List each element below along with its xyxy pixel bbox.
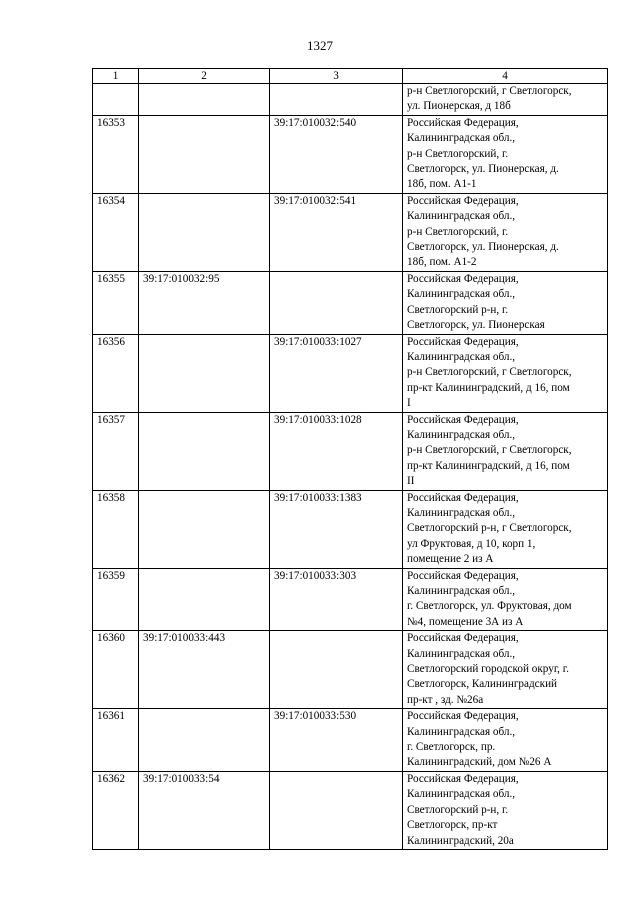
address-cell: Российская Федерация, Калининградская обл., Светлогорский р-н, г Светлогорск, ул Фруктовая, д 10, корп 1, помещение 2 из А <box>403 490 608 568</box>
registry-table <box>92 68 608 850</box>
cadastral-number-cell <box>139 709 270 772</box>
table-row <box>93 271 608 334</box>
page-number: 1327 <box>307 38 333 53</box>
premises-number-cell: 39:17:010033:1027 <box>270 334 403 412</box>
row-number-cell: 16354 <box>93 193 139 271</box>
cadastral-number-cell <box>139 568 270 631</box>
table-row <box>93 84 608 116</box>
address-cell: Российская Федерация, Калининградская обл., г. Светлогорск, ул. Фруктовая, дом №4, помещение 3А из А <box>403 568 608 631</box>
column-header-4: 4 <box>403 69 608 84</box>
row-number-cell: 16361 <box>93 709 139 772</box>
premises-number-cell: 39:17:010033:530 <box>270 709 403 772</box>
cadastral-number-cell <box>139 84 270 116</box>
premises-number-cell: 39:17:010032:540 <box>270 115 403 193</box>
address-cell: Российская Федерация, Калининградская обл., г. Светлогорск, пр. Калининградский, дом №26 А <box>403 709 608 772</box>
cadastral-number-cell <box>139 334 270 412</box>
table-row <box>93 334 608 412</box>
cadastral-number-cell <box>139 115 270 193</box>
column-header-2: 2 <box>139 69 270 84</box>
row-number-cell: 16358 <box>93 490 139 568</box>
premises-number-cell <box>270 771 403 849</box>
row-number-cell: 16362 <box>93 771 139 849</box>
cadastral-number-cell <box>139 490 270 568</box>
address-cell: Российская Федерация, Калининградская обл., р-н Светлогорский, г Светлогорск, пр-кт Калининградский, д 16, пом I <box>403 334 608 412</box>
table-row <box>93 490 608 568</box>
table-row <box>93 568 608 631</box>
address-cell: Российская Федерация, Калининградская обл., Светлогорский городской округ, г. Светлогорск, Калининградский пр-кт , зд. №26а <box>403 631 608 709</box>
row-number-cell: 16359 <box>93 568 139 631</box>
column-header-3: 3 <box>270 69 403 84</box>
premises-number-cell: 39:17:010032:541 <box>270 193 403 271</box>
premises-number-cell: 39:17:010033:303 <box>270 568 403 631</box>
premises-number-cell <box>270 84 403 116</box>
premises-number-cell <box>270 631 403 709</box>
address-cell: Российская Федерация, Калининградская обл., р-н Светлогорский, г. Светлогорск, ул. Пионерская, д. 18б, пом. А1-2 <box>403 193 608 271</box>
column-header-1: 1 <box>93 69 139 84</box>
header-row <box>93 69 608 84</box>
address-cell: Российская Федерация, Калининградская обл., р-н Светлогорский, г. Светлогорск, ул. Пионерская, д. 18б, пом. А1-1 <box>403 115 608 193</box>
row-number-cell: 16355 <box>93 271 139 334</box>
address-cell: р-н Светлогорский, г Светлогорск, ул. Пионерская, д 18б <box>403 84 608 116</box>
row-number-cell: 16357 <box>93 412 139 490</box>
table-row <box>93 115 608 193</box>
premises-number-cell <box>270 271 403 334</box>
table-row <box>93 709 608 772</box>
row-number-cell: 16356 <box>93 334 139 412</box>
row-number-cell: 16360 <box>93 631 139 709</box>
table-row <box>93 631 608 709</box>
address-cell: Российская Федерация, Калининградская обл., р-н Светлогорский, г Светлогорск, пр-кт Калининградский, д 16, пом II <box>403 412 608 490</box>
table-row <box>93 771 608 849</box>
address-cell: Российская Федерация, Калининградская обл., Светлогорский р-н, г. Светлогорск, пр-кт Калининградский, 20а <box>403 771 608 849</box>
cadastral-number-cell <box>139 193 270 271</box>
address-cell: Российская Федерация, Калининградская обл., Светлогорский р-н, г. Светлогорск, ул. Пионерская <box>403 271 608 334</box>
cadastral-number-cell: 39:17:010032:95 <box>139 271 270 334</box>
table-row <box>93 412 608 490</box>
row-number-cell: 16353 <box>93 115 139 193</box>
premises-number-cell: 39:17:010033:1028 <box>270 412 403 490</box>
cadastral-number-cell: 39:17:010033:443 <box>139 631 270 709</box>
row-number-cell <box>93 84 139 116</box>
cadastral-number-cell <box>139 412 270 490</box>
premises-number-cell: 39:17:010033:1383 <box>270 490 403 568</box>
table-row <box>93 193 608 271</box>
cadastral-number-cell: 39:17:010033:54 <box>139 771 270 849</box>
